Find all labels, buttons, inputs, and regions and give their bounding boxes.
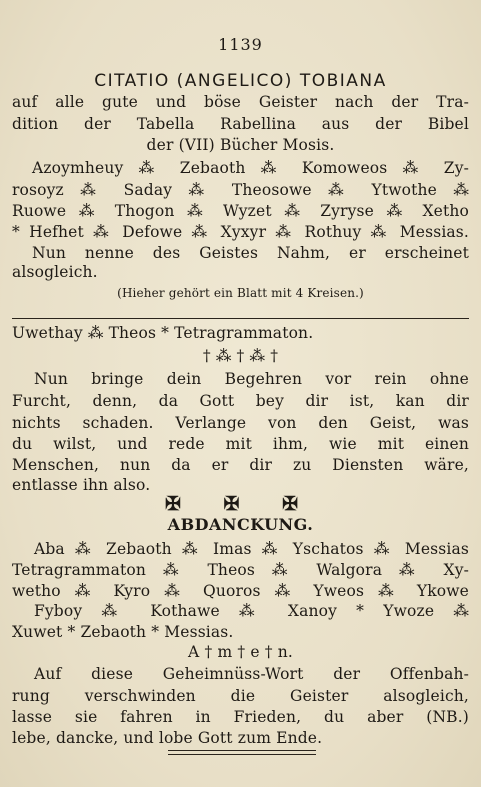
conjuration-line: Ruowe ⁂ Thogon ⁂ Wyzet ⁂ Zyryse ⁂ Xetho [12, 202, 469, 220]
conjuration-line: alsogleich. [12, 263, 98, 281]
instruction-line: nichts schaden. Verlange von den Geist, was [12, 414, 469, 432]
dismissal-line: wetho ⁂ Kyro ⁂ Quoros ⁂ Yweos ⁂ Ykowe [12, 582, 469, 600]
bold-crosses: ✠ ✠ ✠ [165, 493, 316, 515]
end-rule-lower [168, 754, 316, 755]
closing-line: lasse sie fahren in Frieden, du aber (NB.) [12, 708, 469, 726]
cross-line: † ⁂ † ⁂ † [202, 347, 279, 365]
conjuration-line: Azoymheuy ⁂ Zebaoth ⁂ Komoweos ⁂ Zy- [32, 159, 469, 177]
dismissal-line: Fyboy ⁂ Kothawe ⁂ Xanoy * Ywoze ⁂ [34, 602, 469, 620]
conjuration-line: rosoyz ⁂ Saday ⁂ Theosowe ⁂ Ytwothe ⁂ [12, 181, 469, 199]
subtitle-line: dition der Tabella Rabellina aus der Bibel [12, 115, 469, 133]
chapter-title: CITATIO (ANGELICO) TOBIANA [94, 71, 387, 91]
dismissal-line: Aba ⁂ Zebaoth ⁂ Imas ⁂ Yschatos ⁂ Messias [34, 540, 469, 558]
dismissal-line: Tetragrammaton ⁂ Theos ⁂ Walgora ⁂ Xy- [12, 561, 469, 579]
instruction-line: Menschen, nun da er dir zu Diensten wäre, [12, 456, 469, 474]
instruction-line: Nun bringe dein Begehren vor rein ohne [34, 370, 469, 388]
page-number: 1139 [218, 35, 263, 54]
subtitle-line: auf alle gute und böse Geister nach der Tra- [12, 93, 469, 111]
closing-line: rung verschwinden die Geister alsogleich, [12, 687, 469, 705]
amen-line: A † m † e † n. [188, 643, 293, 661]
closing-line: Auf diese Geheimnüss-Wort der Offenbah- [34, 665, 469, 683]
editorial-note: (Hieher gehört ein Blatt mit 4 Kreisen.) [117, 286, 364, 300]
instruction-line: entlasse ihn also. [12, 476, 151, 494]
dismissal-heading: ABDANCKUNG. [167, 515, 314, 534]
subtitle-line: der (VII) Bücher Mosis. [146, 136, 335, 154]
conjuration-line: Nun nenne des Geistes Nahm, er erscheinet [32, 244, 469, 262]
end-rule-upper [168, 750, 316, 751]
dismissal-line: Xuwet * Zebaoth * Messias. [12, 623, 234, 641]
closing-line: lebe, dancke, und lobe Gott zum Ende. [12, 729, 323, 747]
conjuration-line: * Hefhet ⁂ Defowe ⁂ Xyxyr ⁂ Rothuy ⁂ Messias. [12, 223, 469, 241]
invocation-line: Uwethay ⁂ Theos * Tetragrammaton. [12, 324, 314, 342]
instruction-line: du wilst, und rede mit ihm, wie mit einen [12, 435, 469, 453]
section-divider [12, 318, 469, 319]
instruction-line: Furcht, denn, da Gott bey dir ist, kan dir [12, 392, 469, 410]
